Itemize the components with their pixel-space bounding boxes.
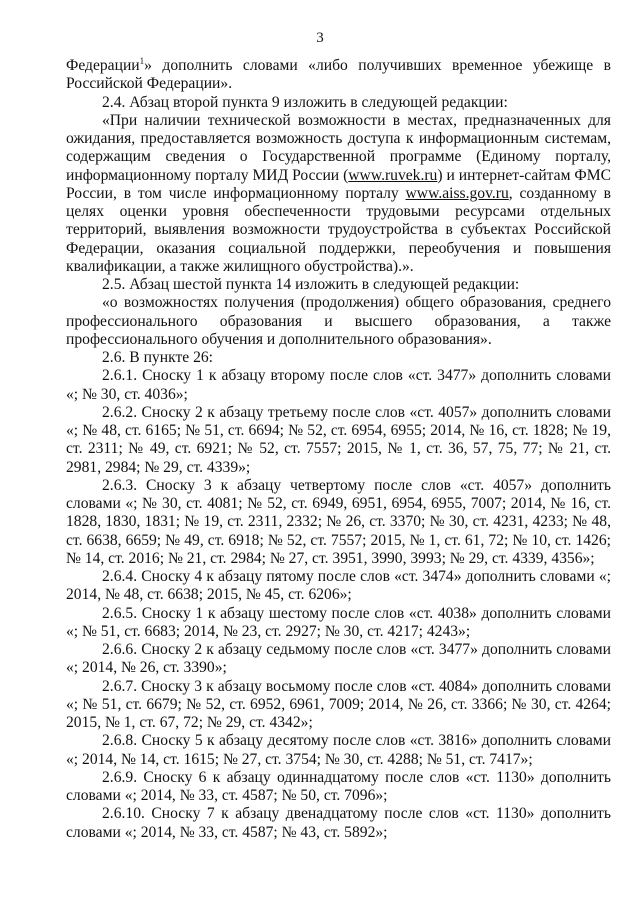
- footnote-ref: 1: [139, 55, 145, 66]
- paragraph-p11: [66, 641, 611, 678]
- paragraph-p1: [66, 94, 611, 112]
- paragraph-p4: [66, 294, 611, 349]
- paragraph-p14: [66, 769, 611, 806]
- paragraph-p2: [66, 112, 611, 276]
- page-number: 3: [316, 30, 324, 46]
- paragraph-text: 2.6.6. Сноску 2 к абзацу седьмому после слов «ст. 3477» дополнить словами «; 2014, № 26, ст. 3390»;: [66, 641, 611, 677]
- paragraph-text: 2.6. В пункте 26:: [102, 349, 214, 366]
- paragraph-p8: [66, 477, 611, 568]
- paragraph-text: 2.4. Абзац второй пункта 9 изложить в следующей редакции:: [102, 93, 508, 111]
- paragraph-text: 2.6.3. Сноску 3 к абзацу четвертому после слов «ст. 4057» дополнить словами «; № 30, ст. 4081; № 52, ст. 6949, 6951, 6954, 6955, 7007; 2014, № 16, ст. 1828, 1830, 1831; № 19, ст. 2311, 2332; № 26, ст. 3370; № 30, ст. 4231, 4233; № 48, ст. 6638, 6659; № 49, ст. 6918; № 52, ст. 7557; 2015, № 1, ст. 61, 72; № 10, ст. 1426; № 14, ст. 2016; № 21, ст. 2984; № 27, ст. 3951, 3990, 3993; № 29, ст. 4339, 4356»;: [66, 476, 611, 567]
- paragraph-p13: [66, 732, 611, 769]
- paragraph-text: 2.6.1. Сноску 1 к абзацу второму после слов «ст. 3477» дополнить словами «; № 30, ст. 4036»;: [66, 367, 611, 403]
- paragraph-text: «При наличии технической возможности в местах, предназначенных для ожидания, предоставляется возможность доступа к информационным системам, содержащим сведения о Государственной программе (Единому порталу, информационному порталу МИД России (: [66, 111, 611, 184]
- paragraph-text: 2.6.2. Сноску 2 к абзацу третьему после слов «ст. 4057» дополнить словами «; № 48, ст. 6165; № 51, ст. 6694; № 52, ст. 6954, 6955; 2014, № 16, ст. 1828; № 19, ст. 2311; № 49, ст. 6921; № 52, ст. 7557; 2015, № 1, ст. 36, 57, 75, 77; № 21, ст. 2981, 2984; № 29, ст. 4339»;: [66, 403, 611, 476]
- paragraph-p0: [66, 57, 611, 94]
- paragraph-text: » дополнить словами «либо получивших временное убежище в Российской Федерации».: [66, 57, 611, 93]
- paragraph-text: 2.6.10. Сноску 7 к абзацу двенадцатому после слов «ст. 1130» дополнить словами «; 2014, № 33, ст. 4587; № 43, ст. 5892»;: [66, 805, 611, 841]
- paragraph-text: «о возможностях получения (продолжения) общего образования, среднего профессионального образования и высшего образования, а также профессионального обучения и дополнительного образования».: [66, 294, 611, 348]
- paragraph-text: 2.6.9. Сноску 6 к абзацу одиннадцатому после слов «ст. 1130» дополнить словами «; 2014, № 33, ст. 4587; № 50, ст. 7096»;: [66, 768, 611, 804]
- paragraph-text: ) и интернет-сайтам ФМС России, в том числе информационному порталу: [66, 166, 611, 202]
- paragraph-p7: [66, 404, 611, 477]
- paragraph-p15: [66, 805, 611, 842]
- paragraph-text: 2.6.7. Сноску 3 к абзацу восьмому после слов «ст. 4084» дополнить словами «; № 51, ст. 6679; № 52, ст. 6952, 6961, 7009; 2014, № 26, ст. 3366; № 30, ст. 4264; 2015, № 1, ст. 67, 72; № 29, ст. 4342»;: [66, 677, 611, 731]
- paragraph-text: 2.6.4. Сноску 4 к абзацу пятому после слов «ст. 3474» дополнить словами «; 2014, № 48, ст. 6638; 2015, № 45, ст. 6206»;: [66, 568, 611, 604]
- paragraph-text: 2.6.5. Сноску 1 к абзацу шестому после слов «ст. 4038» дополнить словами «; № 51, ст. 6683; 2014, № 23, ст. 2927; № 30, ст. 4217; 4243»;: [66, 604, 611, 640]
- url-text: www.aiss.gov.ru: [405, 184, 509, 202]
- url-text: www.ruvek.ru: [348, 166, 438, 184]
- paragraph-p6: [66, 367, 611, 404]
- paragraph-p9: [66, 568, 611, 605]
- paragraph-text: Федерации: [66, 57, 140, 74]
- paragraph-text: 2.5. Абзац шестой пункта 14 изложить в следующей редакции:: [102, 276, 520, 293]
- paragraph-p3: [66, 276, 611, 294]
- paragraph-text: 2.6.8. Сноску 5 к абзацу десятому после слов «ст. 3816» дополнить словами «; 2014, № 14, ст. 1615; № 27, ст. 3754; № 30, ст. 4288; № 51, ст. 7417»;: [66, 732, 611, 768]
- paragraph-text: , созданному в целях оценки уровня обеспеченности трудовыми ресурсами отдельных территорий, выявления возможности трудоустройства в субъектах Российской Федерации, оказания социальной поддержки, переобучения и повышения квалификации, а также жилищного обустройства).».: [66, 184, 611, 275]
- paragraph-p5: [66, 349, 611, 367]
- paragraph-p10: [66, 605, 611, 642]
- document-body: [66, 57, 611, 842]
- paragraph-p12: [66, 678, 611, 733]
